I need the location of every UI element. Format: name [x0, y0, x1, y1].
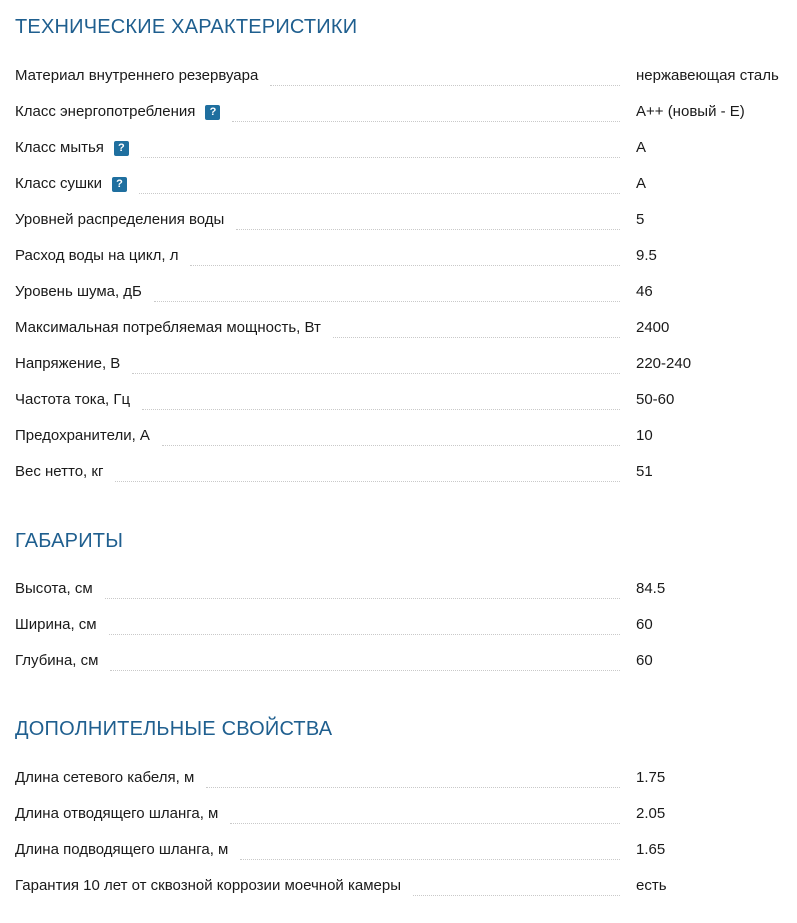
section-title-dimensions: ГАБАРИТЫ — [15, 530, 124, 552]
leader-dots — [132, 372, 620, 374]
spec-row — [15, 875, 782, 897]
spec-value: есть — [636, 877, 667, 894]
spec-row — [15, 245, 782, 267]
spec-value: 10 — [636, 427, 653, 444]
spec-value: 220-240 — [636, 355, 692, 372]
spec-row — [15, 767, 782, 789]
spec-label: Длина отводящего шланга, м — [15, 805, 219, 822]
spec-label: Предохранители, А — [15, 427, 150, 444]
spec-row — [15, 650, 782, 672]
spec-label: Гарантия 10 лет от сквозной коррозии моечной камеры — [15, 877, 401, 894]
spec-value: A — [636, 139, 647, 156]
spec-value: 60 — [636, 616, 653, 633]
leader-dots — [105, 597, 620, 599]
spec-row — [15, 389, 782, 411]
spec-row — [15, 803, 782, 825]
section-title-additional: ДОПОЛНИТЕЛЬНЫЕ СВОЙСТВА — [15, 718, 333, 740]
leader-dots — [115, 480, 620, 482]
spec-value: 50-60 — [636, 391, 675, 408]
spec-label: Класс энергопотребления — [15, 103, 196, 120]
spec-row — [15, 101, 782, 123]
spec-row — [15, 839, 782, 861]
spec-row — [15, 353, 782, 375]
spec-value: 60 — [636, 652, 653, 669]
spec-label: Расход воды на цикл, л — [15, 247, 179, 264]
spec-value: 1.75 — [636, 769, 666, 786]
spec-value: 2400 — [636, 319, 670, 336]
spec-label: Вес нетто, кг — [15, 463, 104, 480]
spec-value: 5 — [636, 211, 645, 228]
spec-value: 9.5 — [636, 247, 657, 264]
spec-row — [15, 614, 782, 636]
spec-label: Класс сушки — [15, 175, 102, 192]
section-title-technical: ТЕХНИЧЕСКИЕ ХАРАКТЕРИСТИКИ — [15, 16, 358, 38]
spec-label: Напряжение, В — [15, 355, 121, 372]
spec-label: Материал внутреннего резервуара — [15, 67, 259, 84]
leader-dots — [141, 156, 620, 158]
help-icon[interactable]: ? — [205, 105, 220, 120]
spec-row — [15, 65, 782, 87]
help-icon[interactable]: ? — [112, 177, 127, 192]
leader-dots — [270, 84, 620, 86]
spec-value: A — [636, 175, 647, 192]
leader-dots — [162, 444, 620, 446]
spec-row — [15, 281, 782, 303]
leader-dots — [333, 336, 620, 338]
leader-dots — [232, 120, 620, 122]
spec-label: Высота, см — [15, 580, 93, 597]
spec-row — [15, 173, 782, 195]
spec-row — [15, 461, 782, 483]
spec-label: Класс мытья — [15, 139, 104, 156]
spec-label: Длина сетевого кабеля, м — [15, 769, 195, 786]
leader-dots — [240, 858, 620, 860]
spec-value: 46 — [636, 283, 653, 300]
spec-value: нержавеющая сталь — [636, 67, 779, 84]
spec-label: Длина подводящего шланга, м — [15, 841, 229, 858]
spec-row — [15, 317, 782, 339]
leader-dots — [190, 264, 620, 266]
leader-dots — [109, 633, 620, 635]
spec-row — [15, 137, 782, 159]
spec-row — [15, 209, 782, 231]
spec-value: 51 — [636, 463, 653, 480]
leader-dots — [230, 822, 620, 824]
leader-dots — [206, 786, 620, 788]
help-icon[interactable]: ? — [114, 141, 129, 156]
spec-label: Глубина, см — [15, 652, 99, 669]
spec-row — [15, 425, 782, 447]
leader-dots — [236, 228, 620, 230]
spec-value: A++ (новый - E) — [636, 103, 745, 120]
spec-value: 84.5 — [636, 580, 666, 597]
spec-value: 2.05 — [636, 805, 666, 822]
spec-label: Максимальная потребляемая мощность, Вт — [15, 319, 321, 336]
spec-label: Частота тока, Гц — [15, 391, 131, 408]
spec-row — [15, 578, 782, 600]
spec-label: Уровней распределения воды — [15, 211, 225, 228]
leader-dots — [142, 408, 620, 410]
leader-dots — [154, 300, 620, 302]
leader-dots — [110, 669, 620, 671]
spec-label: Уровень шума, дБ — [15, 283, 142, 300]
spec-value: 1.65 — [636, 841, 666, 858]
leader-dots — [413, 894, 620, 896]
leader-dots — [139, 192, 620, 194]
spec-label: Ширина, см — [15, 616, 97, 633]
